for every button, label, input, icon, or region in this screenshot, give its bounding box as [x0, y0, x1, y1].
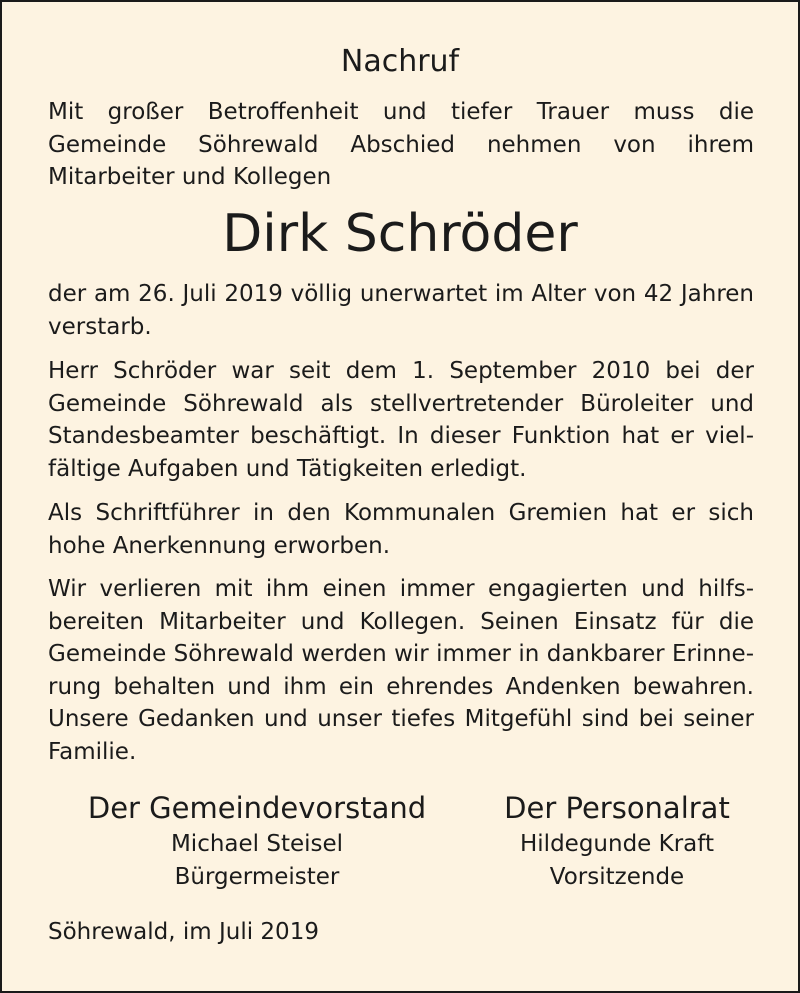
signature-block-staff-council: [457, 788, 777, 894]
career-paragraph: Herr Schröder war seit dem 1. September 2010 bei der Gemeinde Söhrewald als stellvertretender Büroleiter und Standesbeamter beschäftigt. In dieser Funktion hat er vielfältige Aufgaben und Tätigkeiten erledigt.: [48, 358, 754, 482]
signature-role: Bürgermeister: [174, 864, 340, 890]
signature-person: Hildegunde Kraft: [520, 831, 714, 857]
deceased-name: Dirk Schröder: [222, 204, 578, 264]
signature-role: Vorsitzende: [549, 864, 685, 890]
place-and-date: Söhrewald, im Juli 2019: [48, 919, 319, 945]
signature-body: Der Gemeindevorstand: [87, 791, 427, 825]
signature-block-council: [62, 788, 452, 894]
signature-person: Michael Steisel: [170, 831, 344, 857]
intro-paragraph: Mit großer Betroffenheit und tiefer Trauer muss die Gemeinde Söhrewald Abschied nehmen von ihrem Mitarbeiter und Kollegen: [48, 99, 754, 190]
death-paragraph: der am 26. Juli 2019 völlig unerwartet im Alter von 42 Jahren verstarb.: [48, 281, 754, 340]
recorder-paragraph: Als Schriftführer in den Kommunalen Gremien hat er sich hohe Anerkennung erworben.: [48, 500, 754, 559]
signature-body: Der Personalrat: [504, 791, 730, 825]
notice-heading: Nachruf: [340, 44, 460, 79]
closing-paragraph: Wir verlieren mit ihm einen immer engagierten und hilfsbereiten Mitarbeiter und Kollegen. Seinen Einsatz für die Gemeinde Söhrewald werden wir immer in dankbarer Erinnerung behalten und ihm ein ehrendes Andenken bewahren. Unsere Gedanken und unser tiefes Mitgefühl sind bei seiner Familie.: [48, 576, 754, 765]
